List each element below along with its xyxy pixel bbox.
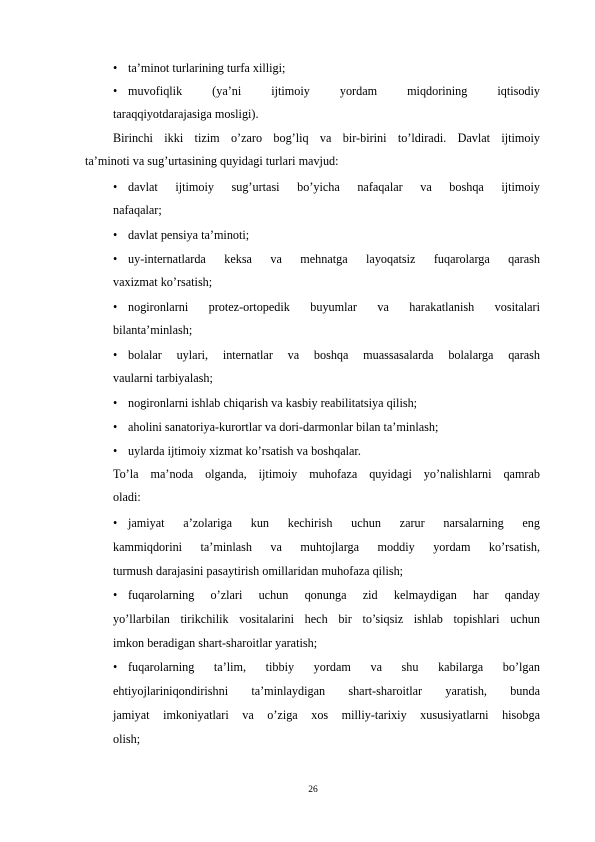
list-item — [113, 512, 540, 535]
paragraph-line: Birinchi ikki tizim o’zaro bog’liq va bir-birini to’ldiradi. Davlat ijtimoiy — [113, 131, 540, 145]
bullet-marker: • — [113, 444, 118, 458]
list-item — [113, 57, 540, 80]
list-item — [113, 248, 540, 271]
bullet-marker: • — [113, 588, 118, 602]
list-item-continuation: ehtiyojlariniqondirishni ta’minlaydigan shart-sharoitlar yaratish, bunda — [113, 684, 540, 698]
list-item — [113, 440, 540, 463]
paragraph-line: ta’minoti va sug’urtasining quyidagi turlari mavjud: — [85, 154, 339, 168]
bullet-marker: • — [113, 516, 118, 530]
list-item — [113, 584, 540, 607]
list-item — [113, 656, 540, 679]
list-item — [113, 416, 540, 439]
list-item-text: uylarda ijtimoiy xizmat ko’rsatish va boshqalar. — [128, 444, 361, 458]
list-item — [113, 344, 540, 367]
bullet-marker: • — [113, 420, 118, 434]
list-item-continuation: olish; — [113, 732, 141, 746]
list-item — [113, 176, 540, 199]
list-item-continuation: vaularni tarbiyalash; — [113, 371, 213, 385]
list-item-text: muvofiqlik (ya’ni ijtimoiy yordam miqdorining iqtisodiy — [128, 84, 540, 98]
bullet-marker: • — [113, 180, 118, 194]
list-item-text: nogironlarni ishlab chiqarish va kasbiy reabilitatsiya qilish; — [128, 396, 418, 410]
list-item-continuation: taraqqiyotdarajasiga mosligi). — [113, 107, 259, 121]
list-item-continuation: nafaqalar; — [113, 203, 162, 217]
bullet-marker: • — [113, 228, 118, 242]
list-item-text: bolalar uylari, internatlar va boshqa muassasalarda bolalarga qarash — [128, 348, 540, 362]
list-item-text: ta’minot turlarining turfa xilligi; — [128, 61, 286, 75]
paragraph-line: To’la ma’noda olganda, ijtimoiy muhofaza quyidagi yo’nalishlarni qamrab — [113, 467, 540, 481]
list-item-text: davlat pensiya ta’minoti; — [128, 228, 250, 242]
list-item-text: aholini sanatoriya-kurortlar va dori-darmonlar bilan ta’minlash; — [128, 420, 439, 434]
bullet-marker: • — [113, 300, 118, 314]
paragraph-line: oladi: — [113, 490, 141, 504]
bullet-marker: • — [113, 396, 118, 410]
list-item-continuation: yo’llarbilan tirikchilik vositalarini hech bir to’siqsiz ishlab topishlari uchun — [113, 612, 540, 626]
list-item-text: fuqarolarning o’zlari uchun qonunga zid kelmaydigan har qanday — [128, 588, 540, 602]
list-item-continuation: vaxizmat ko’rsatish; — [113, 275, 213, 289]
list-item-continuation: kammiqdorini ta’minlash va muhtojlarga moddiy yordam ko’rsatish, — [113, 540, 540, 554]
list-item — [113, 392, 540, 415]
list-item-text: davlat ijtimoiy sug’urtasi bo’yicha nafaqalar va boshqa ijtimoiy — [128, 180, 540, 194]
list-item — [113, 224, 540, 247]
list-item — [113, 296, 540, 319]
list-item-text: jamiyat a’zolariga kun kechirish uchun zarur narsalarning eng — [128, 516, 540, 530]
bullet-marker: • — [113, 61, 118, 75]
bullet-marker: • — [113, 660, 118, 674]
list-item-continuation: imkon beradigan shart-sharoitlar yaratish; — [113, 636, 318, 650]
list-item-text: nogironlarni protez-ortopedik buyumlar va harakatlanish vositalari — [128, 300, 540, 314]
bullet-marker: • — [113, 252, 118, 266]
page-number: 26 — [308, 785, 318, 795]
list-item-continuation: jamiyat imkoniyatlari va o’ziga xos milliy-tarixiy xususiyatlarni hisobga — [113, 708, 540, 722]
list-item — [113, 80, 540, 103]
list-item-continuation: bilanta’minlash; — [113, 323, 193, 337]
list-item-text: fuqarolarning ta’lim, tibbiy yordam va shu kabilarga bo’lgan — [128, 660, 540, 674]
bullet-marker: • — [113, 84, 118, 98]
bullet-marker: • — [113, 348, 118, 362]
list-item-text: uy-internatlarda keksa va mehnatga layoqatsiz fuqarolarga qarash — [128, 252, 540, 266]
list-item-continuation: turmush darajasini pasaytirish omillaridan muhofaza qilish; — [113, 564, 404, 578]
